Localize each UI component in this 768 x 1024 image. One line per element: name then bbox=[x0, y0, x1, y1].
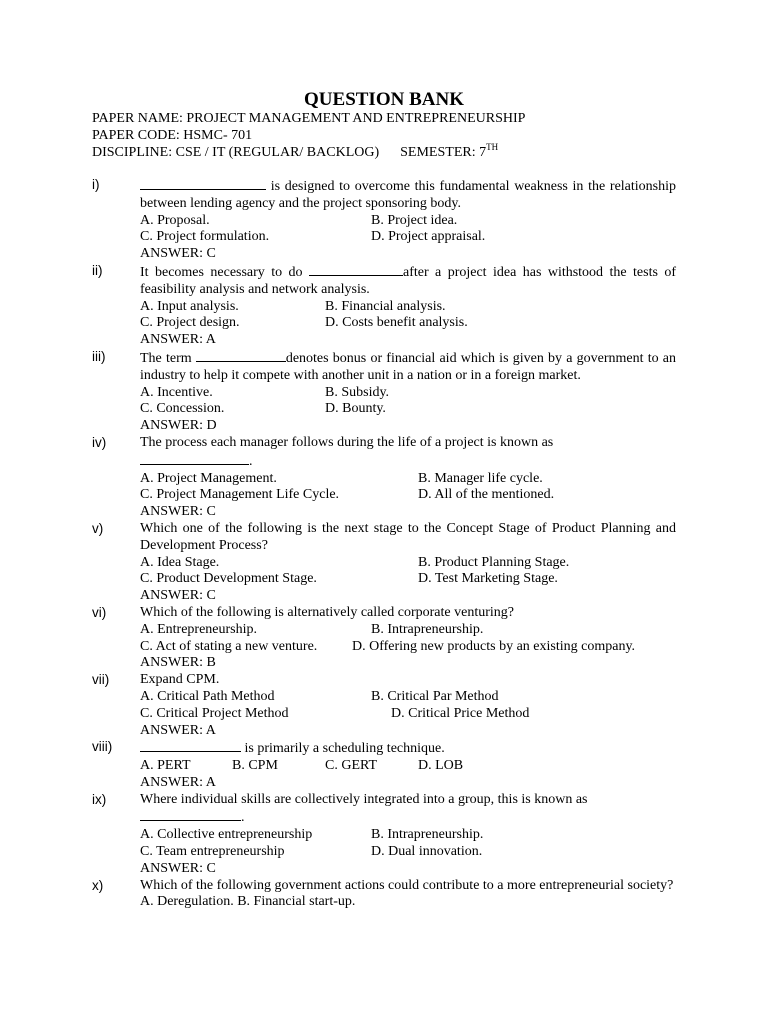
options-row bbox=[140, 213, 676, 230]
options-row bbox=[140, 315, 676, 332]
option-d: D. Bounty. bbox=[325, 401, 386, 417]
option-c: C. Project formulation. bbox=[140, 229, 270, 245]
option-b: B. Project idea. bbox=[371, 212, 458, 228]
paper-code: PAPER CODE: HSMC- 701 bbox=[92, 128, 253, 143]
option-d: D. Dual innovation. bbox=[371, 844, 483, 860]
option-a: A. Input analysis. bbox=[140, 298, 239, 314]
paper-name: PAPER NAME: PROJECT MANAGEMENT AND ENTREPRENEURSHIP bbox=[92, 111, 526, 126]
options-row bbox=[140, 229, 676, 246]
question-number: x) bbox=[92, 877, 104, 893]
option-a: A. Critical Path Method bbox=[140, 688, 275, 704]
answer: ANSWER: C bbox=[140, 504, 216, 520]
question-8 bbox=[0, 739, 676, 791]
answer: ANSWER: B bbox=[140, 655, 216, 671]
options-row bbox=[140, 689, 676, 706]
options-row bbox=[140, 471, 676, 488]
question-text: is primarily a scheduling technique. bbox=[140, 739, 676, 758]
option-a: A. Project Management. bbox=[140, 470, 277, 486]
answer-blank bbox=[140, 808, 241, 821]
answer-blank bbox=[196, 349, 286, 362]
question-6 bbox=[0, 605, 676, 672]
question-text: Which one of the following is the next stage to the Concept Stage of Product Planning and Development Process? bbox=[140, 520, 676, 553]
question-4 bbox=[0, 435, 676, 521]
question-3 bbox=[0, 349, 676, 435]
question-list bbox=[0, 177, 768, 911]
option-d: D. All of the mentioned. bbox=[418, 487, 555, 503]
options-row bbox=[140, 844, 676, 861]
options-row bbox=[140, 401, 676, 418]
question-text: Where individual skills are collectively integrated into a group, this is known as . bbox=[140, 791, 588, 826]
option-b: B. Financial analysis. bbox=[325, 298, 446, 314]
answer: ANSWER: A bbox=[140, 332, 216, 348]
options-line: A. Deregulation. B. Financial start-up. bbox=[140, 894, 356, 910]
question-2 bbox=[0, 263, 676, 349]
question-text: It becomes necessary to do after a project idea has withstood the tests of feasibility analysis and network analysis. bbox=[140, 264, 676, 297]
options-row bbox=[140, 385, 676, 402]
question-text: Which of the following is alternatively called corporate venturing? bbox=[140, 604, 514, 620]
option-d: D. Costs benefit analysis. bbox=[325, 315, 468, 331]
question-text: The process each manager follows during the life of a project is known as . bbox=[140, 434, 554, 469]
answer: ANSWER: D bbox=[140, 418, 217, 434]
question-number: iv) bbox=[92, 434, 107, 450]
question-text: is designed to overcome this fundamental weakness in the relationship between lending agency and the project sponsoring body. bbox=[140, 179, 676, 211]
option-c: C. Product Development Stage. bbox=[140, 571, 317, 587]
answer: ANSWER: A bbox=[140, 722, 216, 738]
question-10 bbox=[0, 878, 676, 912]
option-a: A. Collective entrepreneurship bbox=[140, 827, 313, 843]
option-c: C. Project Management Life Cycle. bbox=[140, 487, 340, 503]
option-b: B. CPM bbox=[232, 758, 278, 774]
answer: ANSWER: A bbox=[140, 774, 216, 790]
question-number: i) bbox=[92, 177, 100, 192]
options-row bbox=[140, 487, 676, 504]
answer-blank bbox=[140, 177, 266, 190]
option-b: B. Product Planning Stage. bbox=[418, 554, 570, 570]
answer-blank bbox=[140, 452, 249, 465]
option-d: D. LOB bbox=[418, 758, 464, 774]
option-b: B. Subsidy. bbox=[325, 384, 390, 400]
question-number: viii) bbox=[92, 739, 113, 755]
option-d: D. Project appraisal. bbox=[371, 229, 486, 245]
discipline-line bbox=[92, 144, 498, 161]
option-b: B. Intrapreneurship. bbox=[371, 621, 484, 637]
options-row bbox=[140, 706, 676, 723]
option-c: C. Project design. bbox=[140, 315, 240, 331]
option-a: A. PERT bbox=[140, 758, 191, 774]
option-c: C. Critical Project Method bbox=[140, 705, 289, 721]
option-a: A. Entrepreneurship. bbox=[140, 621, 258, 637]
question-number: ii) bbox=[92, 262, 103, 278]
option-b: B. Critical Par Method bbox=[371, 688, 499, 704]
options-row bbox=[140, 758, 676, 775]
option-d: D. Critical Price Method bbox=[391, 705, 530, 721]
question-1 bbox=[0, 177, 676, 263]
options-row bbox=[140, 299, 676, 316]
semester-suffix: TH bbox=[486, 142, 499, 152]
question-7 bbox=[0, 672, 676, 739]
question-9 bbox=[0, 792, 676, 878]
option-a: A. Idea Stage. bbox=[140, 554, 220, 570]
semester: SEMESTER: 7 bbox=[400, 145, 487, 160]
question-text: Which of the following government actions could contribute to a more entrepreneurial society? bbox=[140, 877, 674, 893]
question-number: iii) bbox=[92, 348, 106, 364]
option-a: A. Incentive. bbox=[140, 384, 213, 400]
option-d: D. Offering new products by an existing company. bbox=[352, 638, 636, 654]
options-row bbox=[140, 571, 676, 588]
option-c: C. Concession. bbox=[140, 401, 225, 417]
question-number: vii) bbox=[92, 672, 110, 688]
answer-blank bbox=[309, 263, 403, 276]
options-row bbox=[140, 827, 676, 844]
page-title: QUESTION BANK bbox=[304, 89, 464, 110]
question-number: vi) bbox=[92, 604, 107, 620]
options-row bbox=[140, 622, 676, 639]
options-row bbox=[140, 639, 676, 656]
question-text: Expand CPM. bbox=[140, 672, 220, 688]
options-row bbox=[140, 555, 676, 572]
question-number: ix) bbox=[92, 791, 107, 807]
question-text: The term denotes bonus or financial aid which is given by a government to an industry to help it compete with another unit in a nation or in a foreign market. bbox=[140, 350, 677, 383]
question-5 bbox=[0, 521, 676, 605]
option-b: B. Intrapreneurship. bbox=[371, 827, 484, 843]
answer: ANSWER: C bbox=[140, 246, 216, 262]
option-d: D. Test Marketing Stage. bbox=[418, 571, 558, 587]
option-a: A. Proposal. bbox=[140, 212, 210, 228]
discipline: DISCIPLINE: CSE / IT (REGULAR/ BACKLOG) bbox=[92, 145, 380, 160]
answer: ANSWER: C bbox=[140, 588, 216, 604]
answer: ANSWER: C bbox=[140, 860, 216, 876]
option-c: C. GERT bbox=[325, 758, 378, 774]
option-c: C. Act of stating a new venture. bbox=[140, 638, 318, 654]
question-number: v) bbox=[92, 520, 104, 536]
answer-blank bbox=[140, 739, 241, 752]
option-b: B. Manager life cycle. bbox=[418, 470, 543, 486]
option-c: C. Team entrepreneurship bbox=[140, 844, 285, 860]
